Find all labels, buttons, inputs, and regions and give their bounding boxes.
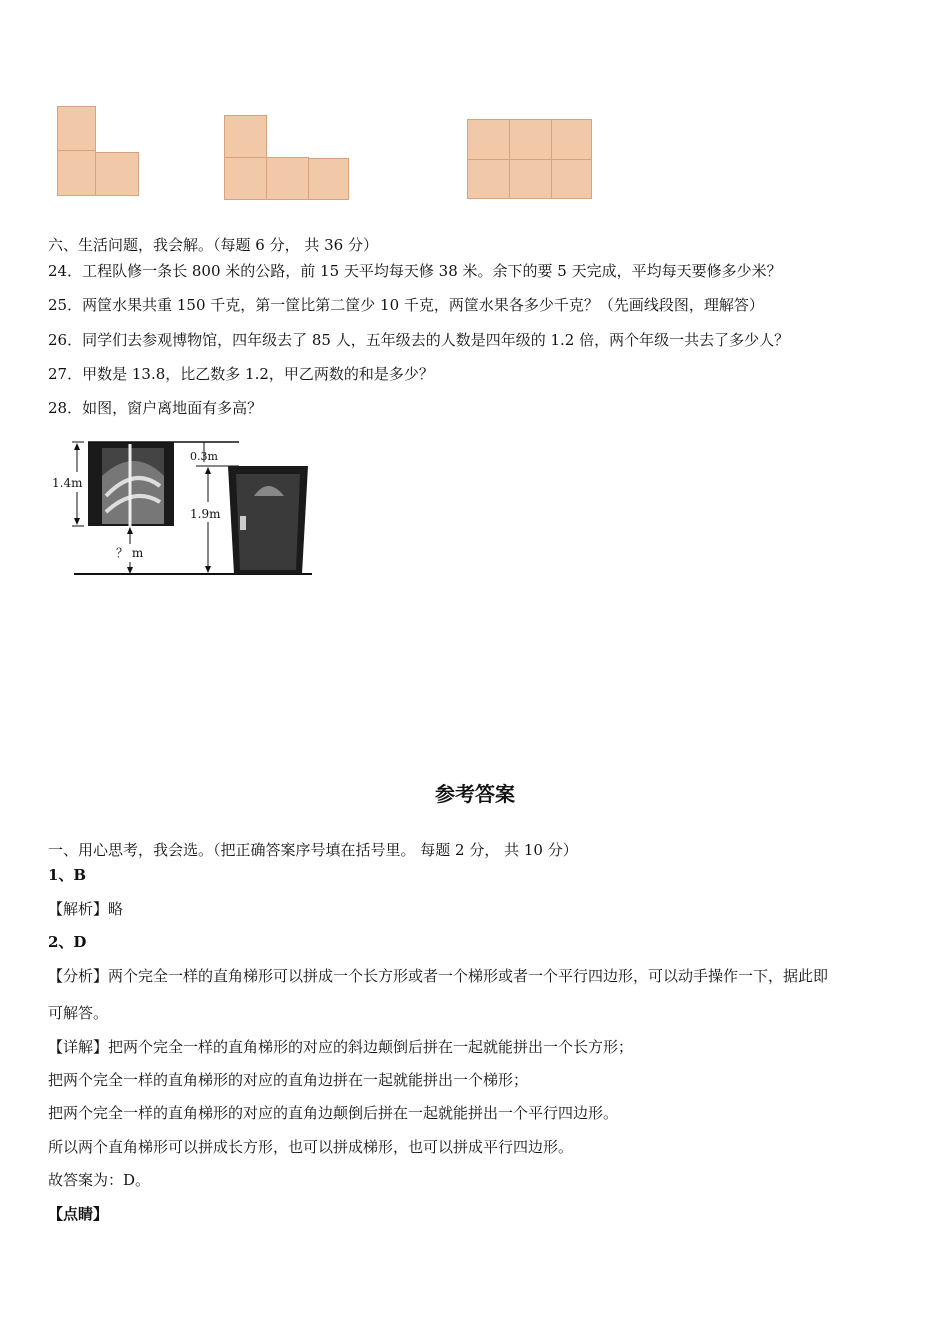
label-door-height: 1.9m: [190, 507, 221, 521]
block-square: [551, 159, 592, 199]
question-25: 25．两筐水果共重 150 千克，第一筐比第二筐少 10 千克，两筐水果各多少千克？（先画线段图，理解答）: [48, 296, 764, 314]
answer-2-conclusion: 故答案为：D。: [48, 1171, 151, 1189]
block-square: [224, 115, 267, 158]
answer-2-detail-line4: 所以两个直角梯形可以拼成长方形，也可以拼成梯形，也可以拼成平行四边形。: [48, 1138, 574, 1156]
answer-2-analysis-line1: 【分析】两个完全一样的直角梯形可以拼成一个长方形或者一个梯形或者一个平行四边形，可以动手操作一下，据此即: [48, 967, 829, 985]
answers-section-heading: 一、用心思考，我会选。（把正确答案序号填在括号里。 每题 2 分， 共 10 分）: [48, 841, 578, 859]
answer-2-detail-line1: 【详解】把两个完全一样的直角梯形的对应的斜边颠倒后拼在一起就能拼出一个长方形；: [48, 1038, 634, 1056]
question-27: 27．甲数是 13.8，比乙数多 1.2，甲乙两数的和是多少？: [48, 365, 434, 383]
door-illustration: [228, 466, 308, 574]
block-square: [509, 119, 552, 160]
answer-1: 1、B: [48, 866, 87, 884]
answer-2-comment: 【点睛】: [48, 1205, 109, 1223]
block-square: [509, 159, 552, 199]
question-28: 28．如图，窗户离地面有多高？: [48, 399, 263, 417]
block-square: [224, 157, 267, 200]
label-unknown-height: ？ m: [116, 546, 144, 560]
block-square: [467, 159, 510, 199]
question-26: 26．同学们去参观博物馆，四年级去了 85 人，五年级去的人数是四年级的 1.2 倍，两个年级一共去了多少人？: [48, 331, 790, 349]
answers-title: 参考答案: [435, 782, 515, 806]
answer-2-detail-line3: 把两个完全一样的直角梯形的对应的直角边颠倒后拼在一起就能拼出一个平行四边形。: [48, 1104, 619, 1122]
block-square: [308, 158, 349, 200]
block-square: [467, 119, 510, 160]
answer-2-detail-line2: 把两个完全一样的直角梯形的对应的直角边拼在一起就能拼出一个梯形；: [48, 1071, 529, 1089]
answer-2-analysis-line2: 可解答。: [48, 1004, 109, 1022]
label-top-gap: 0.3m: [190, 450, 218, 463]
block-square: [551, 119, 592, 160]
block-square: [57, 106, 96, 151]
answer-1-analysis: 【解析】略: [48, 900, 124, 918]
block-square: [95, 152, 139, 196]
window-height-diagram: [44, 436, 316, 578]
question-24: 24．工程队修一条长 800 米的公路，前 15 天平均每天修 38 米。余下的要 5 天完成，平均每天要修多少米？: [48, 262, 782, 280]
block-square: [57, 150, 96, 196]
label-window-height: 1.4m: [52, 476, 83, 490]
section-heading: 六、生活问题，我会解。（每题 6 分， 共 36 分）: [48, 236, 378, 254]
block-square: [266, 157, 309, 200]
answer-2: 2、D: [48, 933, 87, 951]
